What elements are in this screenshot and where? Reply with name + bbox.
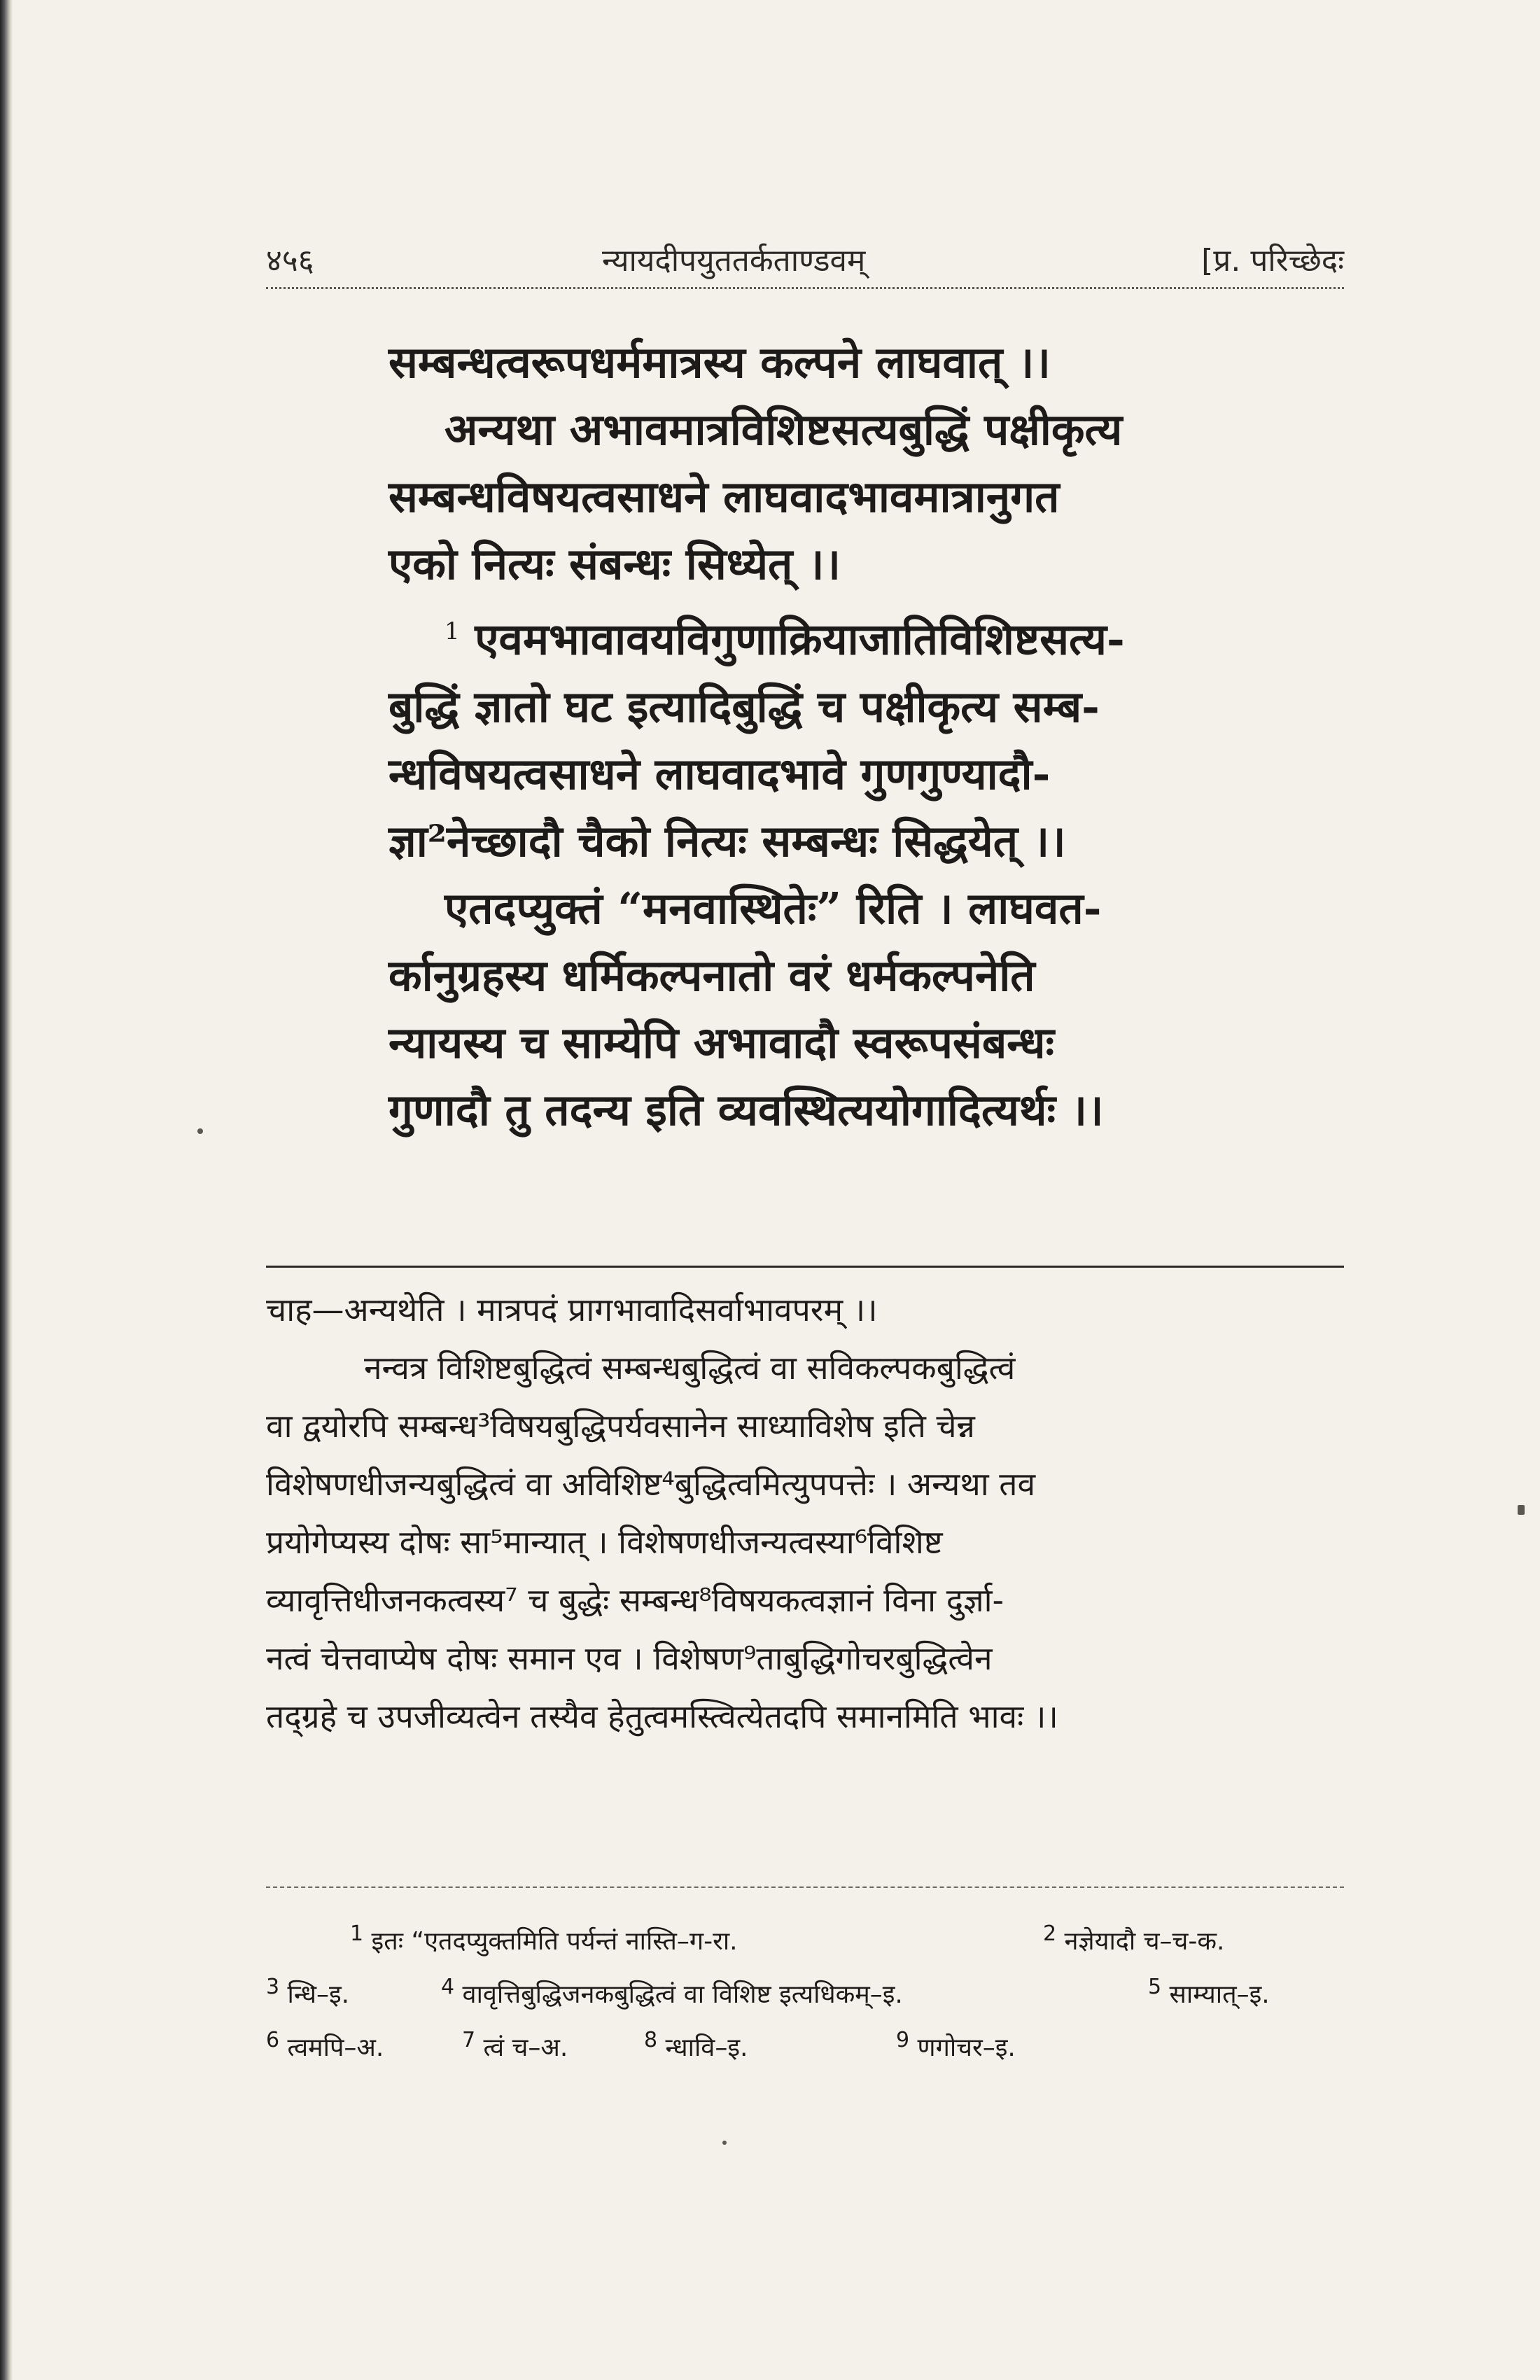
footnote [266,1961,349,2022]
footnote-number: 6 [266,2028,280,2052]
footnote-text: इतः “एतदप्युक्तमिति पर्यन्तं नास्ति–ग-रा. [371,1927,738,1956]
footnote [441,1961,903,2022]
footnote-text: साम्यात्–इ. [1169,1980,1270,2009]
scan-speck [197,1128,203,1134]
text-commentary-divider [266,1266,1344,1268]
mula-line: न्धविषयत्वसाधने लाघवादभावे गुणगुण्यादौ- [388,748,1051,799]
commentary-line: व्यावृत्तिधीजनकत्वस्य⁷ च बुद्धेः सम्बन्ध⁸विषयकत्वज्ञानं विना दुर्ज्ञा- [266,1581,1004,1619]
footnote-number: 4 [441,1975,455,1999]
header-rule [266,287,1344,289]
footnote-text: नज्ञेयादौ च–च-क. [1064,1927,1225,1956]
footnote-text: त्वमपि–अ. [287,2033,384,2062]
footnote-row [266,2014,1344,2067]
footnote [1043,1907,1225,1968]
mula-line: ज्ञा²नेच्छादौ चैको नित्यः सम्बन्धः सिद्धयेत् ।। [388,815,1066,867]
mula-line-text: एवमभावावयविगुणाक्रियाजातिविशिष्टसत्य- [475,613,1125,665]
footnote-rule [266,1886,1344,1888]
mula-line-with-note [388,598,1340,673]
mula-line: र्कानुग्रहस्य धर्मिकल्पनातो वरं धर्मकल्पनेति [388,949,1035,1001]
footnote-text: त्वं च–अ. [483,2033,568,2062]
scan-speck [1518,1505,1525,1515]
commentary-line: चाह—अन्यथेति । मात्रपदं प्रागभावादिसर्वाभावपरम् ।। [266,1291,878,1329]
footnote-text: वावृत्तिबुद्धिजनकबुद्धित्वं वा विशिष्ट इत्यधिकम्–इ. [462,1980,903,2009]
footnote-text: णगोचर–इ. [917,2033,1016,2062]
footnote-row [266,1907,1344,1961]
mula-line: बुद्धिं ज्ञातो घट इत्यादिबुद्धिं च पक्षीकृत्य सम्ब- [388,680,1100,732]
footnote-text: न्धि–इ. [287,1980,350,2009]
mula-line: एतदप्युक्तं “मनवास्थितेः” रिति । लाघवत- [444,882,1102,934]
footnote [644,2014,748,2075]
commentary-line: विशेषणधीजन्यबुद्धित्वं वा अविशिष्ट⁴बुद्धित्वमित्युपपत्तेः । अन्यथा तव [266,1465,1036,1503]
scan-speck [722,2141,727,2145]
book-page [266,0,1344,2380]
footnote-marker: 1 [444,617,460,645]
footnote-number: 5 [1148,1975,1162,1999]
footnote-number: 2 [1043,1921,1057,1946]
commentary-line: तद्ग्रहे च उपजीव्यत्वेन तस्यैव हेतुत्वमस्त्वित्येतदपि समानमिति भावः ।। [266,1698,1058,1735]
mula-line: सम्बन्धविषयत्वसाधने लाघवादभावमात्रानुगत [388,471,1060,522]
commentary-line: नत्वं चेत्तवाप्येष दोषः समान एव । विशेषण⁹ताबुद्धिगोचरबुद्धित्वेन [266,1639,993,1677]
mula-line: अन्यथा अभावमात्रविशिष्टसत्यबुद्धिं पक्षीकृत्य [444,404,1123,455]
commentary-line: प्रयोगेप्यस्य दोषः सा⁵मान्यात् । विशेषणधीजन्यत्वस्या⁶विशिष्ट [266,1523,943,1561]
footnote [350,1907,738,1968]
footnote-number: 3 [266,1975,280,1999]
running-header [266,231,1344,280]
book-title: न्यायदीपयुततर्कताण्डवम् [602,243,866,279]
footnote [462,2014,568,2075]
mula-line: गुणादौ तु तदन्य इति व्यवस्थित्ययोगादित्यर्थः ।। [388,1084,1104,1135]
mula-line: सम्बन्धत्वरूपधर्ममात्रस्य कल्पने लाघवात् ।। [388,337,1051,388]
mula-line: एको नित्यः संबन्धः सिध्येत् ।। [388,538,841,589]
footnote [266,2014,384,2075]
commentary-line: वा द्वयोरपि सम्बन्ध³विषयबुद्धिपर्यवसानेन साध्याविशेष इति चेन्न [266,1407,975,1445]
footnote-text: न्धावि–इ. [665,2033,748,2062]
footnotes [266,1907,1344,2067]
mula-text [388,329,1340,1144]
commentary-line: नन्वत्र विशिष्टबुद्धित्वं सम्बन्धबुद्धित्वं वा सविकल्पकबुद्धित्वं [364,1349,1016,1387]
footnote-number: 7 [462,2028,476,2052]
commentary-text [266,1281,1344,1746]
footnote [1148,1961,1270,2022]
page-number: ४५६ [266,243,314,279]
footnote-number: 8 [644,2028,658,2052]
section-title: [प्र. परिच्छेदः [1201,243,1344,279]
scan-left-edge [0,0,13,2380]
footnote-number: 9 [896,2028,910,2052]
footnote-row [266,1961,1344,2014]
mula-line: न्यायस्य च साम्येपि अभावादौ स्वरूपसंबन्धः [388,1016,1055,1068]
footnote [896,2014,1016,2075]
footnote-number: 1 [350,1921,364,1946]
